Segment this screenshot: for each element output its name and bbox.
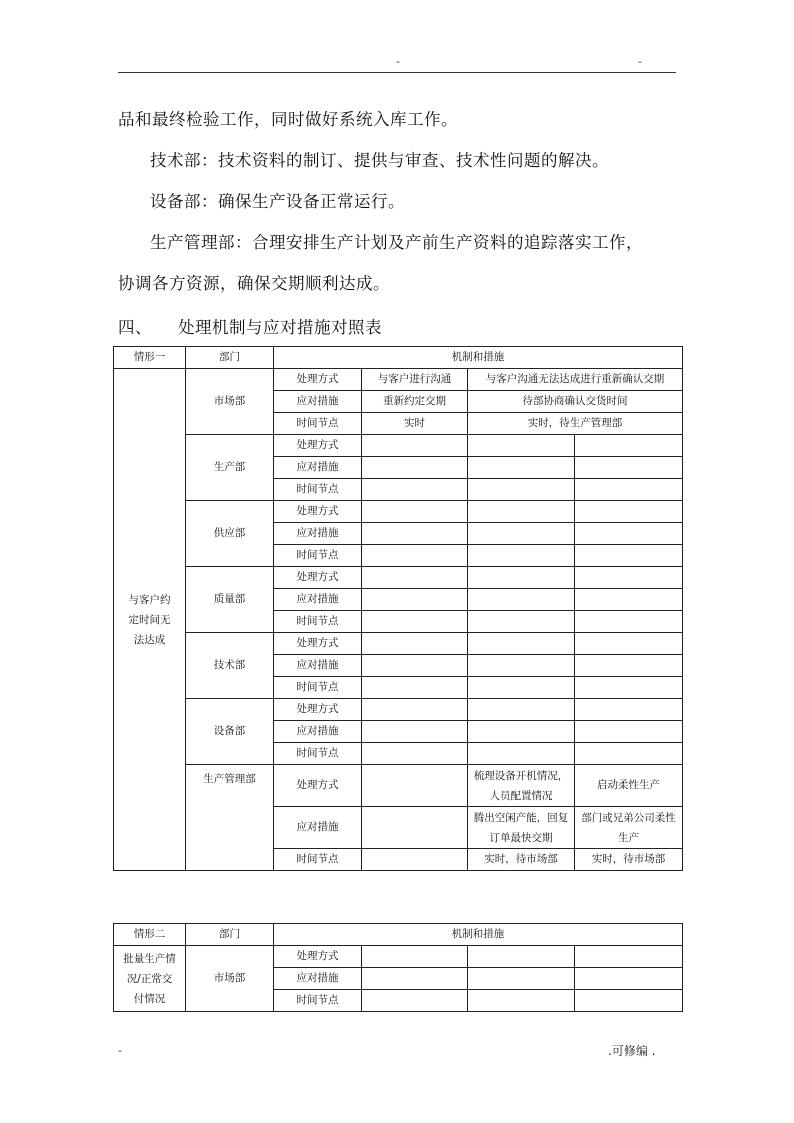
row-label: 应对措施 [274,589,362,611]
cell [468,501,575,523]
cell [362,523,468,545]
cell [468,677,575,699]
section-title [118,314,382,338]
cell [468,435,575,457]
table-row [114,633,683,655]
cell [575,677,683,699]
table-header-row [114,924,683,946]
cell [575,545,683,567]
cell: 实时 [362,413,468,435]
cell [575,479,683,501]
cell [468,611,575,633]
dept-cell: 生产部 [186,435,274,501]
cell [575,968,683,990]
table-row [114,765,683,807]
cell [362,699,468,721]
row-label: 处理方式 [274,699,362,721]
cell [362,990,468,1012]
cell [468,655,575,677]
table-row [114,435,683,457]
header-dept: 部门 [186,347,274,369]
cell [362,968,468,990]
row-label: 应对措施 [274,968,362,990]
cell [575,743,683,765]
cell [468,946,575,968]
footer-editable-note: .可修编 . [608,1044,656,1058]
row-label: 应对措施 [274,807,362,849]
cell: 腾出空闲产能，回复订单最快交期 [468,807,575,849]
cell [468,545,575,567]
cell [362,435,468,457]
cell [575,655,683,677]
header-rule [118,72,676,73]
table-row [114,567,683,589]
paragraph-tech: 技术部：技术资料的制订、提供与审查、技术性问题的解决。 [150,151,609,170]
cell [362,633,468,655]
cell [575,457,683,479]
cell [362,567,468,589]
cell: 与客户进行沟通 [362,369,468,391]
cell [362,946,468,968]
cell [575,567,683,589]
row-label: 处理方式 [274,369,362,391]
cell [575,990,683,1012]
row-label: 处理方式 [274,946,362,968]
cell [575,589,683,611]
header-dept: 部门 [186,924,274,946]
row-label: 时间节点 [274,849,362,871]
paragraph-1: 品和最终检验工作，同时做好系统入库工作。 [118,110,458,129]
case-cell: 批量生产情况/正常交付情况 [114,946,186,1012]
cell [362,807,468,849]
row-label: 时间节点 [274,990,362,1012]
cell [575,435,683,457]
cell [362,589,468,611]
cell [575,501,683,523]
header-mechanism: 机制和措施 [274,924,683,946]
cell: 重新约定交期 [362,391,468,413]
cell [362,479,468,501]
row-label: 处理方式 [274,435,362,457]
header-mechanism: 机制和措施 [274,347,683,369]
dept-cell: 质量部 [186,567,274,633]
mechanism-table-1 [113,346,683,871]
cell [362,849,468,871]
cell [362,743,468,765]
table-row [114,946,683,968]
row-label: 处理方式 [274,633,362,655]
cell: 启动柔性生产 [575,765,683,807]
header-mark-center: - [396,55,400,68]
section-title-text: 处理机制与应对措施对照表 [178,318,382,337]
row-label: 时间节点 [274,611,362,633]
cell [362,677,468,699]
cell [575,721,683,743]
cell [575,633,683,655]
row-label: 应对措施 [274,457,362,479]
header-case: 情形一 [114,347,186,369]
row-label: 时间节点 [274,545,362,567]
dept-cell: 市场部 [186,946,274,1012]
cell [362,611,468,633]
row-label: 处理方式 [274,501,362,523]
cell [468,567,575,589]
cell [468,457,575,479]
header-mark-right: - [638,55,642,68]
section-number: 四、 [118,318,152,337]
table-row [114,699,683,721]
cell [362,501,468,523]
row-label: 处理方式 [274,765,362,807]
dept-cell: 市场部 [186,369,274,435]
cell: 梳理设备开机情况，人员配置情况 [468,765,575,807]
dept-cell: 技术部 [186,633,274,699]
footer-left-mark: - [118,1044,122,1057]
cell: 待部协商确认交货时间 [468,391,683,413]
paragraph-equipment: 设备部：确保生产设备正常运行。 [150,192,405,211]
table-row [114,501,683,523]
cell [468,633,575,655]
cell [468,589,575,611]
cell [468,743,575,765]
header-case: 情形二 [114,924,186,946]
row-label: 应对措施 [274,721,362,743]
cell [468,699,575,721]
cell [362,457,468,479]
cell [362,545,468,567]
table-row [114,369,683,391]
cell: 实时，待市场部 [468,849,575,871]
cell: 部门或兄弟公司柔性生产 [575,807,683,849]
mechanism-table-2 [113,923,683,1012]
cell [468,523,575,545]
row-label: 时间节点 [274,413,362,435]
dept-cell: 生产管理部 [186,765,274,871]
cell: 实时，待市场部 [575,849,683,871]
cell [468,479,575,501]
cell [468,721,575,743]
dept-cell: 供应部 [186,501,274,567]
cell [468,990,575,1012]
row-label: 应对措施 [274,523,362,545]
cell [575,699,683,721]
table-header-row [114,347,683,369]
dept-cell: 设备部 [186,699,274,765]
row-label: 时间节点 [274,677,362,699]
cell [362,655,468,677]
cell [575,523,683,545]
row-label: 处理方式 [274,567,362,589]
paragraph-coordination: 协调各方资源，确保交期顺利达成。 [118,274,390,293]
cell: 实时，待生产管理部 [468,413,683,435]
cell [362,721,468,743]
cell [362,765,468,807]
cell [575,611,683,633]
case-cell: 与客户约定时间无法达成 [114,369,186,871]
cell: 与客户沟通无法达成进行重新确认交期 [468,369,683,391]
row-label: 应对措施 [274,391,362,413]
row-label: 时间节点 [274,743,362,765]
cell [575,946,683,968]
row-label: 时间节点 [274,479,362,501]
row-label: 应对措施 [274,655,362,677]
paragraph-prodmgmt: 生产管理部：合理安排生产计划及产前生产资料的追踪落实工作， [150,233,643,252]
cell [468,968,575,990]
